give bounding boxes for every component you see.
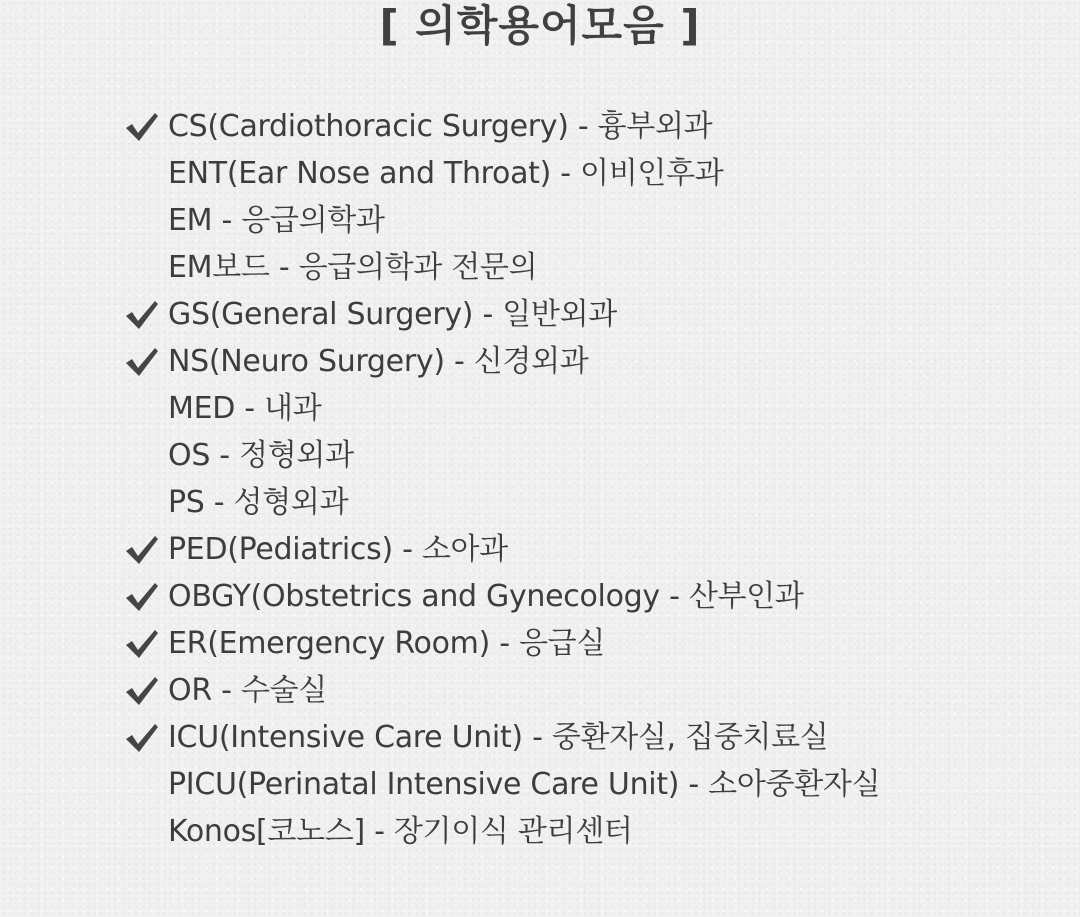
term-row — [124, 385, 880, 432]
term-row — [124, 714, 880, 761]
term-row — [124, 573, 880, 620]
page-title: [ 의학용어모음 ] — [379, 1, 701, 50]
term-text: PS - 성형외과 — [168, 485, 349, 520]
checkmark-icon — [124, 346, 160, 378]
checkmark-icon — [124, 722, 160, 754]
term-row — [124, 667, 880, 714]
term-row — [124, 432, 880, 479]
term-text: GS(General Surgery) - 일반외과 — [168, 297, 617, 332]
term-row — [124, 103, 880, 150]
checkmark-icon — [124, 299, 160, 331]
term-row — [124, 620, 880, 667]
term-text: MED - 내과 — [168, 391, 322, 426]
term-text: NS(Neuro Surgery) - 신경외과 — [168, 344, 589, 379]
term-row — [124, 808, 880, 855]
term-row — [124, 526, 880, 573]
checkmark-icon — [124, 628, 160, 660]
term-row — [124, 479, 880, 526]
checkmark-icon — [124, 581, 160, 613]
term-row — [124, 338, 880, 385]
term-row — [124, 291, 880, 338]
term-text: OBGY(Obstetrics and Gynecology - 산부인과 — [168, 579, 804, 614]
term-text: ICU(Intensive Care Unit) - 중환자실, 집중치료실 — [168, 720, 829, 755]
checkmark-icon — [124, 675, 160, 707]
term-text: EM보드 - 응급의학과 전문의 — [168, 250, 538, 285]
term-text: OR - 수술실 — [168, 673, 327, 708]
term-text: ENT(Ear Nose and Throat) - 이비인후과 — [168, 156, 724, 191]
term-list — [124, 103, 880, 855]
term-text: ER(Emergency Room) - 응급실 — [168, 626, 606, 661]
term-row — [124, 197, 880, 244]
term-text: OS - 정형외과 — [168, 438, 354, 473]
term-text: PED(Pediatrics) - 소아과 — [168, 532, 508, 567]
term-row — [124, 761, 880, 808]
term-row — [124, 244, 880, 291]
term-row — [124, 150, 880, 197]
checkmark-icon — [124, 534, 160, 566]
term-text: Konos[코노스] - 장기이식 관리센터 — [168, 814, 633, 849]
term-text: EM - 응급의학과 — [168, 203, 385, 238]
term-text: PICU(Perinatal Intensive Care Unit) - 소아중환자실 — [168, 767, 881, 802]
term-text: CS(Cardiothoracic Surgery) - 흉부외과 — [168, 109, 713, 144]
checkmark-icon — [124, 111, 160, 143]
